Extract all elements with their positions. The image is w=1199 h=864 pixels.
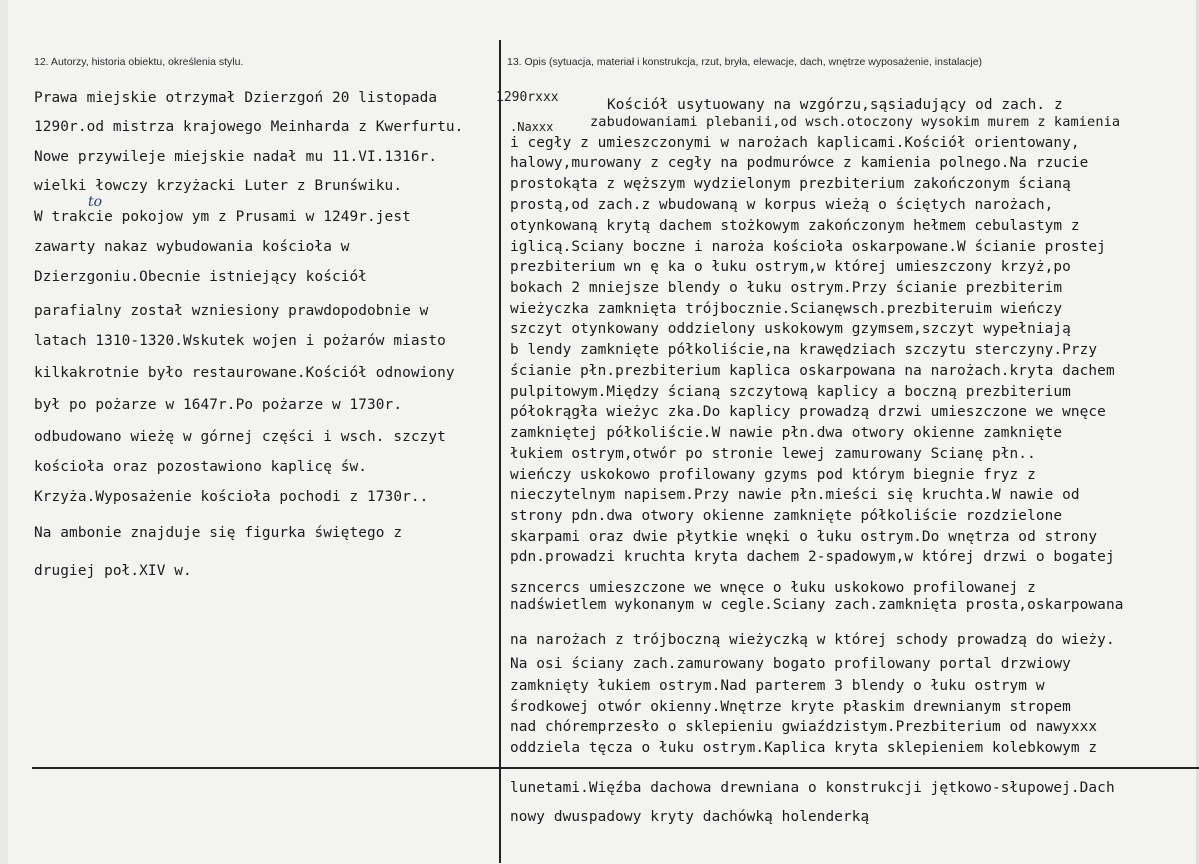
left-line: kościoła oraz pozostawiono kaplicę św. [34, 459, 368, 475]
right-line: oddziela tęcza o łuku ostrym.Kaplica kryta sklepieniem kolebkowym z [510, 740, 1098, 756]
left-line: zawarty nakaz wybudowania kościoła w [34, 239, 350, 255]
right-line: nadświetlem wykonanym w cegle.Sciany zach.zamknięta prosta,oskarpowana [510, 597, 1124, 613]
right-line: nad chóremprzesło o sklepieniu gwiaździstym.Prezbiterium od nawyxxx [510, 719, 1098, 735]
right-line: prostą,od zach.z wbudowaną w korpus wieżą o ściętych narożach, [510, 197, 1054, 213]
section-13-header: 13. Opis (sytuacja, materiał i konstrukcja, rzut, bryła, elewacje, dach, wnętrze wyposażenie, instalacje) [507, 56, 983, 68]
left-line: Dzierzgoniu.Obecnie istniejący kościół [34, 269, 368, 285]
left-line: Na ambonie znajduje się figurka świętego z [34, 525, 403, 541]
right-line: pdn.prowadzi kruchta kryta dachem 2-spadowym,w której drzwi o bogatej [510, 549, 1115, 565]
overprint-strikeout: .Naxxx [510, 120, 554, 134]
right-line: strony pdn.dwa otwory okienne zamknięte półkoliście rozdzielone [510, 508, 1063, 524]
left-line: Nowe przywileje miejskie nadał mu 11.VI.1316r. [34, 149, 438, 165]
handwritten-correction: to [88, 194, 103, 210]
right-line: nowy dwuspadowy kryty dachówką holenderką [510, 809, 870, 825]
right-line: skarpami oraz dwie płytkie wnęki o łuku ostrym.Do wnętrza od strony [510, 529, 1098, 545]
right-line: prostokąta z węższym wydzielonym prezbiterium zakończonym ścianą [510, 176, 1071, 192]
left-line: parafialny został wzniesiony prawdopodobnie w [34, 303, 429, 319]
right-line: wieżyczka zamknięta trójbocznie.Scianęwsch.prezbiteruim wieńczy [510, 301, 1063, 317]
overprint-date: 1290rxxx [496, 90, 559, 105]
right-line: na narożach z trójboczną wieżyczką w której schody prowadzą do wieży. [510, 632, 1115, 648]
right-line: halowy,murowany z cegły na podmurówce z kamienia polnego.Na rzucie [510, 155, 1089, 171]
left-line: Prawa miejskie otrzymał Dzierzgoń 20 listopada [34, 90, 438, 106]
left-line: był po pożarze w 1647r.Po pożarze w 1730r. [34, 397, 403, 413]
right-line: otynkowaną krytą dachem stożkowym zakończonym hełmem cebulastym z [510, 218, 1080, 234]
right-line: pulpitowym.Między ścianą szczytową kaplicy a boczną prezbiterium [510, 384, 1071, 400]
right-line: ścianie płn.prezbiterium kaplica oskarpowana na narożach.kryta dachem [510, 363, 1115, 379]
left-line: W trakcie pokojow ym z Prusami w 1249r.jest [34, 209, 411, 225]
right-line: Kościół usytuowany na wzgórzu,sąsiadujący od zach. z [607, 97, 1063, 113]
page-edge [0, 0, 8, 864]
right-line: lunetami.Więźba dachowa drewniana o konstrukcji jętkowo-słupowej.Dach [510, 780, 1115, 796]
right-line: szncercs umieszczone we wnęce o łuku uskokowo profilowanej z [510, 580, 1036, 596]
left-line: kilkakrotnie było restaurowane.Kościół odnowiony [34, 365, 455, 381]
right-line: zabudowaniami plebanii,od wsch.otoczony wysokim murem z kamienia [590, 114, 1121, 130]
section-12-header: 12. Autorzy, historia obiektu, określenia stylu. [34, 56, 244, 68]
left-line: 1290r.od mistrza krajowego Meinharda z Kwerfurtu. [34, 119, 464, 135]
column-divider [499, 40, 501, 863]
left-line: latach 1310-1320.Wskutek wojen i pożarów miasto [34, 333, 446, 349]
left-line: wielki łowczy krzyżacki Luter z Brunświku. [34, 178, 403, 194]
right-line: prezbiterium wn ę ka o łuku ostrym,w której umieszczony krzyż,po [510, 259, 1071, 275]
right-line: bokach 2 mniejsze blendy o łuku ostrym.Przy ścianie prezbiterim [510, 280, 1063, 296]
right-line: półokrągła wieżyc zka.Do kaplicy prowadzą drzwi umieszczone we wnęce [510, 404, 1106, 420]
right-line: zamkniętej półkoliście.W nawie płn.dwa otwory okienne zamknięte [510, 425, 1063, 441]
left-line: drugiej poł.XIV w. [34, 563, 192, 579]
right-line: iglicą.Sciany boczne i naroża kościoła oskarpowane.W ścianie prostej [510, 239, 1106, 255]
right-line: środkowej otwór okienny.Wnętrze kryte płaskim drewnianym stropem [510, 699, 1071, 715]
right-line: nieczytelnym napisem.Przy nawie płn.mieści się kruchta.W nawie od [510, 487, 1080, 503]
right-line: łukiem ostrym,otwór po stronie lewej zamurowany Scianę płn.. [510, 446, 1036, 462]
right-line: wieńczy uskokowo profilowany gzyms pod którym biegnie fryz z [510, 467, 1036, 483]
right-line: Na osi ściany zach.zamurowany bogato profilowany portal drzwiowy [510, 656, 1071, 672]
right-line: zamknięty łukiem ostrym.Nad parterem 3 blendy o łuku ostrym w [510, 678, 1045, 694]
section-divider [32, 767, 1199, 769]
right-line: i cegły z umieszczonymi w narożach kaplicami.Kościół orientowany, [510, 135, 1080, 151]
left-line: Krzyża.Wyposażenie kościoła pochodi z 1730r.. [34, 489, 429, 505]
right-line: szczyt otynkowany oddzielony uskokowym gzymsem,szczyt wypełniają [510, 321, 1071, 337]
right-line: b lendy zamknięte półkoliście,na krawędziach szczytu sterczyny.Przy [510, 342, 1098, 358]
left-line: odbudowano wieżę w górnej części i wsch. szczyt [34, 429, 446, 445]
